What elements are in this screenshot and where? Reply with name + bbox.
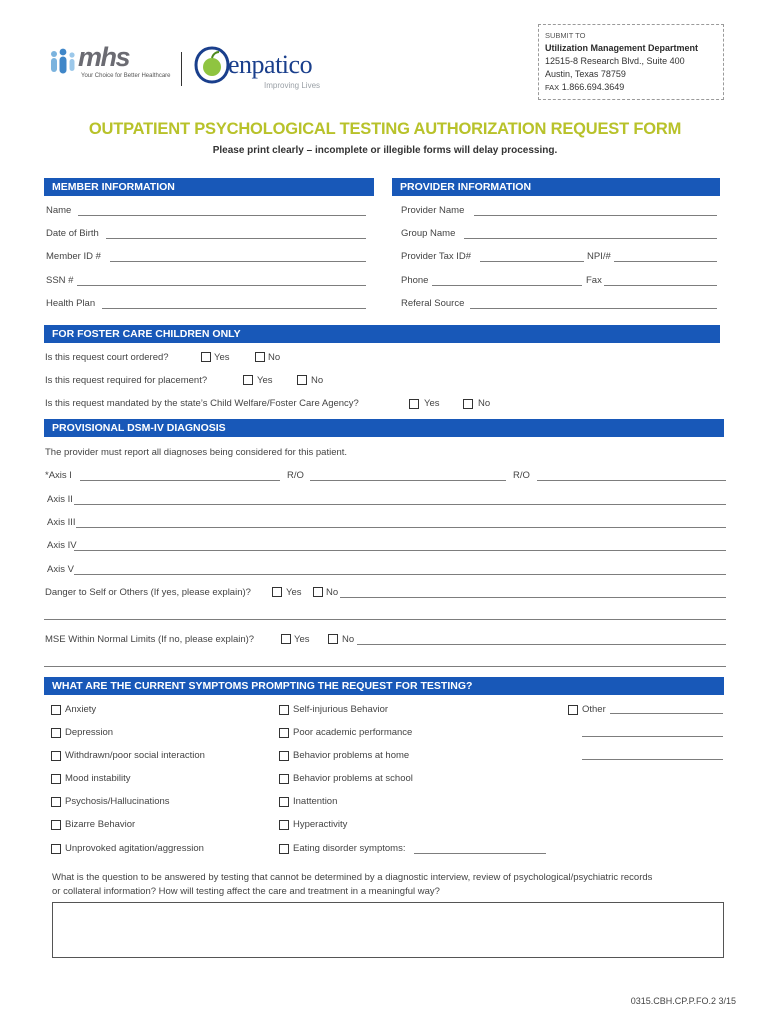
symptom-col2-checkbox-5[interactable] xyxy=(279,820,289,830)
member-name-field[interactable] xyxy=(78,215,366,216)
member-dob-field[interactable] xyxy=(106,238,366,239)
mse-yes-checkbox[interactable] xyxy=(281,634,291,644)
foster-q3-yes-checkbox[interactable] xyxy=(409,399,419,409)
provider-name-label: Provider Name xyxy=(401,205,465,216)
mse-explain-field[interactable] xyxy=(357,644,726,645)
symptom-other-field-1[interactable] xyxy=(610,713,723,714)
foster-q1-no-label: No xyxy=(268,352,281,363)
foster-q3-no-checkbox[interactable] xyxy=(463,399,473,409)
symptom-col2-label-4: Inattention xyxy=(293,796,338,807)
symptom-col1-checkbox-5[interactable] xyxy=(51,820,61,830)
axis3-field[interactable] xyxy=(76,527,726,528)
axis4-field[interactable] xyxy=(74,550,726,551)
danger-yes-checkbox[interactable] xyxy=(272,587,282,597)
axis5-field[interactable] xyxy=(74,574,726,575)
symptom-col2-checkbox-4[interactable] xyxy=(279,797,289,807)
symptom-col1-label-3: Mood instability xyxy=(65,773,131,784)
foster-q3-no-label: No xyxy=(478,398,491,409)
question-answer-box[interactable] xyxy=(52,902,724,958)
provider-fax-label: Fax xyxy=(586,275,602,286)
danger-label: Danger to Self or Others (If yes, please explain)? xyxy=(45,587,251,598)
symptom-col2-label-3: Behavior problems at school xyxy=(293,773,413,784)
mse-no-checkbox[interactable] xyxy=(328,634,338,644)
foster-q3-yes-label: Yes xyxy=(424,398,440,409)
danger-yes-label: Yes xyxy=(286,587,302,598)
symptom-other-label: Other xyxy=(582,704,606,715)
submit-to-box xyxy=(538,24,724,100)
submit-heading: SUBMIT TO xyxy=(545,31,586,40)
danger-explain-field-2[interactable] xyxy=(44,619,726,620)
symptom-col1-checkbox-1[interactable] xyxy=(51,728,61,738)
provider-group-label: Group Name xyxy=(401,228,456,239)
symptom-col2-label-1: Poor academic performance xyxy=(293,727,413,738)
mhs-logo xyxy=(48,42,171,86)
mhs-figures-icon xyxy=(48,48,82,76)
symptom-col2-label-2: Behavior problems at home xyxy=(293,750,410,761)
member-info-header: MEMBER INFORMATION xyxy=(44,178,374,196)
symptom-col1-label-2: Withdrawn/poor social interaction xyxy=(65,750,205,761)
mse-explain-field-2[interactable] xyxy=(44,666,726,667)
submit-fax xyxy=(545,82,723,92)
provider-info-header: PROVIDER INFORMATION xyxy=(392,178,720,196)
symptom-col1-checkbox-0[interactable] xyxy=(51,705,61,715)
mhs-wordmark: mhs xyxy=(78,42,130,72)
member-name-label: Name xyxy=(46,205,72,216)
symptom-col1-label-5: Bizarre Behavior xyxy=(65,819,136,830)
logo-divider xyxy=(181,52,182,86)
submit-address-2: Austin, Texas 78759 xyxy=(545,69,626,79)
symptom-col2-label-0: Self-injurious Behavior xyxy=(293,704,389,715)
foster-q2-no-checkbox[interactable] xyxy=(297,375,307,385)
provider-npi-label: NPI/# xyxy=(587,251,611,262)
axis1-ro2-label: R/O xyxy=(513,470,530,481)
provider-fax-field[interactable] xyxy=(604,285,717,286)
provider-phone-field[interactable] xyxy=(432,285,582,286)
member-id-field[interactable] xyxy=(110,261,366,262)
axis1-label: *Axis I xyxy=(45,470,72,481)
foster-q1-label: Is this request court ordered? xyxy=(45,352,169,363)
fax-label: FAX xyxy=(545,83,560,92)
cenpatico-wordmark: enpatico xyxy=(228,50,313,79)
provider-name-field[interactable] xyxy=(474,215,717,216)
provider-phone-label: Phone xyxy=(401,275,429,286)
foster-q1-no-checkbox[interactable] xyxy=(255,352,265,362)
axis1-ro2-field[interactable] xyxy=(537,480,726,481)
symptom-col1-checkbox-2[interactable] xyxy=(51,751,61,761)
diagnosis-header: PROVISIONAL DSM-IV DIAGNOSIS xyxy=(44,419,724,437)
member-id-label: Member ID # xyxy=(46,251,101,262)
member-ssn-field[interactable] xyxy=(77,285,366,286)
symptom-col2-label-6: Eating disorder symptoms: xyxy=(293,843,406,854)
symptom-other-field-3[interactable] xyxy=(582,759,723,760)
member-ssn-label: SSN # xyxy=(46,275,74,286)
mhs-tagline: Your Choice for Better Healthcare xyxy=(81,73,171,79)
provider-tax-id-label: Provider Tax ID# xyxy=(401,251,472,262)
form-title: OUTPATIENT PSYCHOLOGICAL TESTING AUTHORIZATION REQUEST FORM xyxy=(88,120,682,138)
diagnosis-note: The provider must report all diagnoses being considered for this patient. xyxy=(45,447,348,458)
symptom-col2-checkbox-2[interactable] xyxy=(279,751,289,761)
cenpatico-apple-icon xyxy=(194,44,230,84)
symptom-col2-checkbox-3[interactable] xyxy=(279,774,289,784)
axis2-label: Axis II xyxy=(47,494,73,505)
mse-label: MSE Within Normal Limits (If no, please explain)? xyxy=(45,634,255,645)
mse-yes-label: Yes xyxy=(294,634,310,645)
symptom-col2-checkbox-1[interactable] xyxy=(279,728,289,738)
symptom-col2-checkbox-6[interactable] xyxy=(279,844,289,854)
axis2-field[interactable] xyxy=(74,504,726,505)
member-dob-label: Date of Birth xyxy=(46,228,99,239)
provider-referral-field[interactable] xyxy=(470,308,717,309)
danger-no-label: No xyxy=(326,587,339,598)
foster-q3-label: Is this request mandated by the state’s Child Welfare/Foster Care Agency? xyxy=(45,398,359,409)
foster-q2-yes-checkbox[interactable] xyxy=(243,375,253,385)
danger-no-checkbox[interactable] xyxy=(313,587,323,597)
symptom-col2-checkbox-0[interactable] xyxy=(279,705,289,715)
cenpatico-tagline: Improving Lives xyxy=(264,81,321,90)
question-line-1: What is the question to be answered by testing that cannot be determined by a diagnostic interview, review of psychological/psychiatric records xyxy=(52,872,653,883)
member-health-plan-label: Health Plan xyxy=(46,298,96,309)
member-health-plan-field[interactable] xyxy=(102,308,366,309)
danger-explain-field[interactable] xyxy=(340,597,726,598)
foster-care-header: FOR FOSTER CARE CHILDREN ONLY xyxy=(44,325,720,343)
axis3-label: Axis III xyxy=(47,517,76,528)
symptom-other-checkbox[interactable] xyxy=(568,705,578,715)
symptom-other-field-2[interactable] xyxy=(582,736,723,737)
symptom-col1-checkbox-4[interactable] xyxy=(51,797,61,807)
foster-q2-no-label: No xyxy=(311,375,324,386)
foster-q2-label: Is this request required for placement? xyxy=(45,375,208,386)
question-line-2: or collateral information? How will testing affect the care and treatment in a meaningful way? xyxy=(52,886,440,897)
cenpatico-logo xyxy=(194,44,344,96)
provider-npi-field[interactable] xyxy=(614,261,717,262)
provider-tax-id-field[interactable] xyxy=(480,261,584,262)
provider-group-field[interactable] xyxy=(464,238,717,239)
foster-q1-yes-label: Yes xyxy=(214,352,230,363)
symptom-col1-label-4: Psychosis/Hallucinations xyxy=(65,796,170,807)
axis1-ro1-label: R/O xyxy=(287,470,304,481)
foster-q1-yes-checkbox[interactable] xyxy=(201,352,211,362)
axis1-ro1-field[interactable] xyxy=(310,480,506,481)
symptom-col2-label-5: Hyperactivity xyxy=(293,819,348,830)
symptom-col1-label-6: Unprovoked agitation/aggression xyxy=(65,843,204,854)
form-code: 0315.CBH.CP.P.FO.2 3/15 xyxy=(630,996,736,1006)
symptom-col1-checkbox-3[interactable] xyxy=(51,774,61,784)
symptom-col1-checkbox-6[interactable] xyxy=(51,844,61,854)
fax-number: 1.866.694.3649 xyxy=(561,82,625,92)
form-subtitle: Please print clearly – incomplete or illegible forms will delay processing. xyxy=(212,145,558,156)
eating-disorder-field[interactable] xyxy=(414,853,546,854)
provider-referral-label: Referal Source xyxy=(401,298,465,309)
foster-q2-yes-label: Yes xyxy=(257,375,273,386)
symptom-col1-label-0: Anxiety xyxy=(65,704,97,715)
mse-no-label: No xyxy=(342,634,355,645)
submit-address-1: 12515-8 Research Blvd., Suite 400 xyxy=(545,56,685,66)
symptoms-header: WHAT ARE THE CURRENT SYMPTOMS PROMPTING THE REQUEST FOR TESTING? xyxy=(44,677,724,695)
submit-department: Utilization Management Department xyxy=(545,43,699,53)
axis1-field[interactable] xyxy=(80,480,280,481)
axis4-label: Axis IV xyxy=(47,540,77,551)
symptom-col1-label-1: Depression xyxy=(65,727,114,738)
axis5-label: Axis V xyxy=(47,564,74,575)
